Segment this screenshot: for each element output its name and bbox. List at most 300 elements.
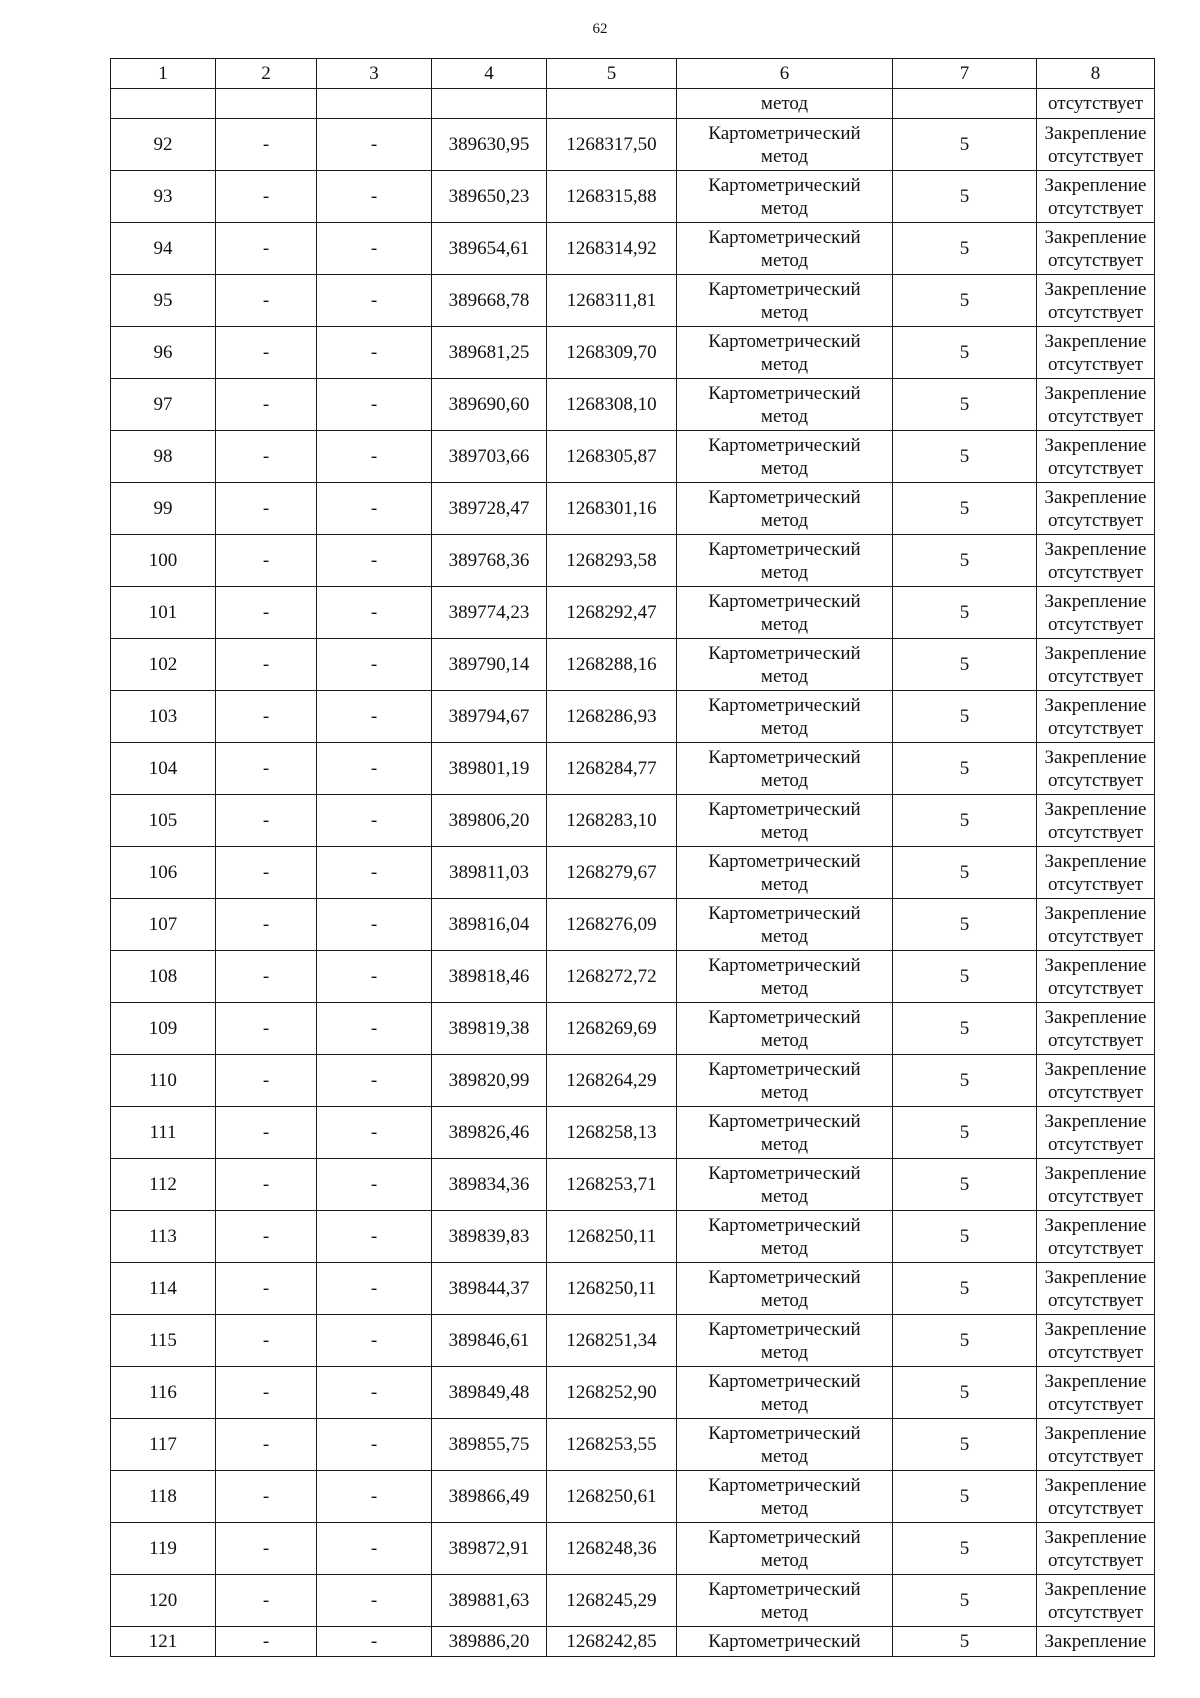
fixing-cell-line2: отсутствует <box>1047 1549 1144 1571</box>
col3-cell: - <box>317 691 432 743</box>
point-number: 107 <box>111 899 216 951</box>
col3-cell: - <box>317 847 432 899</box>
fixing-cell-line1: Закрепление <box>1044 330 1147 352</box>
fixing-cell-line2: отсутствует <box>1047 145 1144 167</box>
accuracy-cell: 5 <box>893 1263 1037 1315</box>
method-cell <box>677 1003 893 1055</box>
method-cell-line2: метод <box>760 457 809 479</box>
method-cell <box>677 1315 893 1367</box>
method-cell-line1: Картометрический <box>708 226 861 248</box>
point-number: 98 <box>111 431 216 483</box>
fixing-cell-line2: отсутствует <box>1047 613 1144 635</box>
y-coordinate: 1268315,88 <box>547 171 677 223</box>
x-coordinate: 389768,36 <box>432 535 547 587</box>
fixing-cell-line2: отсутствует <box>1047 1237 1144 1259</box>
fixing-cell <box>1037 1575 1155 1627</box>
table-row <box>111 795 1155 847</box>
table-row <box>111 275 1155 327</box>
col3-cell: - <box>317 1211 432 1263</box>
accuracy-cell: 5 <box>893 1003 1037 1055</box>
y-coordinate: 1268308,10 <box>547 379 677 431</box>
x-coordinate: 389846,61 <box>432 1315 547 1367</box>
accuracy-cell: 5 <box>893 483 1037 535</box>
method-cell <box>677 691 893 743</box>
method-cell-line2: метод <box>760 1601 809 1623</box>
method-cell-line1: Картометрический <box>708 1110 861 1132</box>
fixing-cell <box>1037 587 1155 639</box>
continuation-row <box>111 89 1155 119</box>
col3-cell: - <box>317 1523 432 1575</box>
col3-cell: - <box>317 1159 432 1211</box>
point-number: 119 <box>111 1523 216 1575</box>
table-row <box>111 691 1155 743</box>
col3-cell: - <box>317 743 432 795</box>
y-coordinate: 1268269,69 <box>547 1003 677 1055</box>
method-cell <box>677 483 893 535</box>
method-cell <box>677 1419 893 1471</box>
point-number: 116 <box>111 1367 216 1419</box>
col2-cell: - <box>216 1419 317 1471</box>
method-cell-line1: Картометрический <box>708 798 861 820</box>
table-row <box>111 1263 1155 1315</box>
fixing-cell <box>1037 535 1155 587</box>
method-cell-line2: метод <box>760 821 809 843</box>
accuracy-cell: 5 <box>893 1419 1037 1471</box>
point-number: 94 <box>111 223 216 275</box>
fixing-cell-line1: Закрепление <box>1044 122 1147 144</box>
point-number: 111 <box>111 1107 216 1159</box>
x-coordinate: 389844,37 <box>432 1263 547 1315</box>
fixing-cell <box>1037 743 1155 795</box>
col2-cell: - <box>216 1367 317 1419</box>
method-cell-line2: метод <box>760 925 809 947</box>
method-cell-line1: Картометрический <box>708 382 861 404</box>
col3-cell: - <box>317 1003 432 1055</box>
point-number: 110 <box>111 1055 216 1107</box>
method-cell-line1: Картометрический <box>708 1370 861 1392</box>
accuracy-cell: 5 <box>893 1523 1037 1575</box>
table-cell <box>547 89 677 119</box>
method-cell-line1: Картометрический <box>708 1578 861 1600</box>
method-cell <box>677 1107 893 1159</box>
col2-cell: - <box>216 795 317 847</box>
table-cell <box>216 89 317 119</box>
method-cell <box>677 223 893 275</box>
col2-cell: - <box>216 1107 317 1159</box>
method-cell-line1: Картометрический <box>708 954 861 976</box>
accuracy-cell: 5 <box>893 847 1037 899</box>
x-coordinate: 389630,95 <box>432 119 547 171</box>
table-row <box>111 1211 1155 1263</box>
x-coordinate: 389790,14 <box>432 639 547 691</box>
method-cell-line1: Картометрический <box>708 1162 861 1184</box>
fixing-cell-line1: Закрепление <box>1044 590 1147 612</box>
y-coordinate: 1268250,61 <box>547 1471 677 1523</box>
y-coordinate: 1268311,81 <box>547 275 677 327</box>
accuracy-cell: 5 <box>893 1211 1037 1263</box>
col3-cell: - <box>317 899 432 951</box>
x-coordinate: 389819,38 <box>432 1003 547 1055</box>
x-coordinate: 389728,47 <box>432 483 547 535</box>
method-cell-line1: Картометрический <box>708 642 861 664</box>
method-cell <box>677 951 893 1003</box>
col2-cell: - <box>216 1055 317 1107</box>
table-row <box>111 171 1155 223</box>
y-coordinate: 1268242,85 <box>547 1627 677 1657</box>
fixing-cell-line1: Закрепление <box>1044 694 1147 716</box>
table-row <box>111 743 1155 795</box>
fixing-cell <box>1037 483 1155 535</box>
method-cell-line1: Картометрический <box>708 174 861 196</box>
fixing-cell-line1: Закрепление <box>1044 642 1147 664</box>
accuracy-cell: 5 <box>893 223 1037 275</box>
fixing-cell-line1: Закрепление <box>1044 1578 1147 1600</box>
x-coordinate: 389794,67 <box>432 691 547 743</box>
x-coordinate: 389668,78 <box>432 275 547 327</box>
fixing-cell-line2: отсутствует <box>1047 197 1144 219</box>
table-row <box>111 1367 1155 1419</box>
point-number: 100 <box>111 535 216 587</box>
point-number: 95 <box>111 275 216 327</box>
method-cell <box>677 1575 893 1627</box>
accuracy-cell: 5 <box>893 275 1037 327</box>
point-number: 113 <box>111 1211 216 1263</box>
accuracy-cell: 5 <box>893 171 1037 223</box>
table-row <box>111 951 1155 1003</box>
col3-cell: - <box>317 1315 432 1367</box>
fixing-cell <box>1037 379 1155 431</box>
col2-cell: - <box>216 1575 317 1627</box>
method-cell-line2: метод <box>760 197 809 219</box>
table-row <box>111 431 1155 483</box>
table-row <box>111 1471 1155 1523</box>
y-coordinate: 1268264,29 <box>547 1055 677 1107</box>
method-cell-line2: метод <box>760 145 809 167</box>
method-cell-line2: метод <box>760 1133 809 1155</box>
method-cell-line2: метод <box>760 1341 809 1363</box>
table-row <box>111 899 1155 951</box>
method-cell-line2: метод <box>760 1185 809 1207</box>
col2-cell: - <box>216 119 317 171</box>
fixing-cell-line1: Закрепление <box>1044 1214 1147 1236</box>
col3-cell: - <box>317 1367 432 1419</box>
col3-cell: - <box>317 171 432 223</box>
y-coordinate: 1268301,16 <box>547 483 677 535</box>
table-row <box>111 379 1155 431</box>
fixing-cell-line2: отсутствует <box>1047 1445 1144 1467</box>
x-coordinate: 389820,99 <box>432 1055 547 1107</box>
method-cell-line2: метод <box>760 301 809 323</box>
method-cell <box>677 327 893 379</box>
method-cell-line2: метод <box>760 249 809 271</box>
table-row <box>111 119 1155 171</box>
col2-cell: - <box>216 1315 317 1367</box>
method-cell-line1: Картометрический <box>708 1318 861 1340</box>
fixing-cell-line1: Закрепление <box>1044 1422 1147 1444</box>
point-number: 109 <box>111 1003 216 1055</box>
fixing-cell-line2: отсутствует <box>1047 457 1144 479</box>
fixing-cell-line1: Закрепление <box>1044 1162 1147 1184</box>
col2-cell: - <box>216 1003 317 1055</box>
fixing-cell <box>1037 171 1155 223</box>
y-coordinate: 1268250,11 <box>547 1211 677 1263</box>
accuracy-cell: 5 <box>893 327 1037 379</box>
table-row <box>111 1523 1155 1575</box>
table-row <box>111 327 1155 379</box>
y-coordinate: 1268283,10 <box>547 795 677 847</box>
fixing-cell: отсутствует <box>1037 89 1155 119</box>
coordinates-table <box>110 58 1155 1657</box>
col2-cell: - <box>216 275 317 327</box>
fixing-cell-line1: Закрепление <box>1044 1266 1147 1288</box>
col3-cell: - <box>317 1055 432 1107</box>
fixing-cell-line2: отсутствует <box>1047 1497 1144 1519</box>
fixing-cell <box>1037 639 1155 691</box>
fixing-cell <box>1037 1419 1155 1471</box>
method-cell-line1: Картометрический <box>708 590 861 612</box>
method-cell-line1: Картометрический <box>708 486 861 508</box>
method-cell <box>677 639 893 691</box>
y-coordinate: 1268288,16 <box>547 639 677 691</box>
fixing-cell-line1: Закрепление <box>1044 1474 1147 1496</box>
fixing-cell-line1: Закрепление <box>1044 486 1147 508</box>
header-row <box>111 59 1155 89</box>
method-cell <box>677 587 893 639</box>
y-coordinate: 1268276,09 <box>547 899 677 951</box>
x-coordinate: 389801,19 <box>432 743 547 795</box>
method-cell-line2: метод <box>760 561 809 583</box>
col3-cell: - <box>317 1107 432 1159</box>
x-coordinate: 389849,48 <box>432 1367 547 1419</box>
fixing-cell <box>1037 795 1155 847</box>
fixing-cell-line1: Закрепление <box>1044 174 1147 196</box>
point-number: 99 <box>111 483 216 535</box>
x-coordinate: 389834,36 <box>432 1159 547 1211</box>
fixing-cell-line1: Закрепление <box>1044 902 1147 924</box>
y-coordinate: 1268309,70 <box>547 327 677 379</box>
fixing-cell-line2: отсутствует <box>1047 1081 1144 1103</box>
fixing-cell <box>1037 1003 1155 1055</box>
accuracy-cell: 5 <box>893 795 1037 847</box>
method-cell <box>677 379 893 431</box>
col2-cell: - <box>216 1523 317 1575</box>
y-coordinate: 1268253,71 <box>547 1159 677 1211</box>
fixing-cell <box>1037 223 1155 275</box>
accuracy-cell: 5 <box>893 1055 1037 1107</box>
col3-cell: - <box>317 1575 432 1627</box>
fixing-cell-line2: отсутствует <box>1047 561 1144 583</box>
table-cell <box>317 89 432 119</box>
table-row <box>111 483 1155 535</box>
fixing-cell-line1: Закрепление <box>1044 850 1147 872</box>
fixing-cell-line2: отсутствует <box>1047 665 1144 687</box>
col2-cell: - <box>216 327 317 379</box>
column-header: 4 <box>432 59 547 89</box>
fixing-cell <box>1037 1367 1155 1419</box>
accuracy-cell: 5 <box>893 639 1037 691</box>
method-cell-line2: метод <box>760 873 809 895</box>
fixing-cell-line1: Закрепление <box>1044 1370 1147 1392</box>
accuracy-cell: 5 <box>893 1471 1037 1523</box>
col2-cell: - <box>216 535 317 587</box>
method-cell <box>677 1523 893 1575</box>
col3-cell: - <box>317 1471 432 1523</box>
fixing-cell-line2: отсутствует <box>1047 873 1144 895</box>
fixing-cell <box>1037 1159 1155 1211</box>
method-cell-line2: метод <box>760 613 809 635</box>
fixing-cell <box>1037 899 1155 951</box>
point-number: 105 <box>111 795 216 847</box>
method-cell-line2: метод <box>760 1237 809 1259</box>
column-header: 5 <box>547 59 677 89</box>
method-cell-line1: Картометрический <box>708 1214 861 1236</box>
method-cell-line2: метод <box>760 1289 809 1311</box>
fixing-cell <box>1037 1107 1155 1159</box>
table-row <box>111 847 1155 899</box>
point-number: 117 <box>111 1419 216 1471</box>
x-coordinate: 389690,60 <box>432 379 547 431</box>
fixing-cell-line1: Закрепление <box>1044 278 1147 300</box>
method-cell <box>677 899 893 951</box>
column-header: 2 <box>216 59 317 89</box>
fixing-cell-line2: отсутствует <box>1047 1185 1144 1207</box>
col2-cell: - <box>216 951 317 1003</box>
table-row <box>111 1159 1155 1211</box>
col3-cell: - <box>317 1627 432 1657</box>
fixing-cell-line2: отсутствует <box>1047 925 1144 947</box>
method-cell <box>677 847 893 899</box>
x-coordinate: 389774,23 <box>432 587 547 639</box>
method-cell-line2: метод <box>760 1393 809 1415</box>
method-cell <box>677 1211 893 1263</box>
point-number: 108 <box>111 951 216 1003</box>
point-number: 102 <box>111 639 216 691</box>
y-coordinate: 1268284,77 <box>547 743 677 795</box>
fixing-cell-line2: отсутствует <box>1047 821 1144 843</box>
method-cell-line2: метод <box>760 1549 809 1571</box>
col3-cell: - <box>317 327 432 379</box>
column-header: 6 <box>677 59 893 89</box>
table-row <box>111 223 1155 275</box>
col2-cell: - <box>216 1471 317 1523</box>
fixing-cell-line2: отсутствует <box>1047 1029 1144 1051</box>
method-cell-line1: Картометрический <box>708 538 861 560</box>
col2-cell: - <box>216 743 317 795</box>
method-cell <box>677 795 893 847</box>
col2-cell: - <box>216 1211 317 1263</box>
method-cell-line2: метод <box>760 1029 809 1051</box>
method-cell-line1: Картометрический <box>708 1474 861 1496</box>
page-number: 62 <box>592 21 608 37</box>
method-cell <box>677 275 893 327</box>
col2-cell: - <box>216 483 317 535</box>
accuracy-cell: 5 <box>893 587 1037 639</box>
table-row <box>111 639 1155 691</box>
method-cell-line1: Картометрический <box>708 746 861 768</box>
point-number: 96 <box>111 327 216 379</box>
method-cell-line1: Картометрический <box>708 330 861 352</box>
fixing-cell-line2: отсутствует <box>1047 301 1144 323</box>
col2-cell: - <box>216 379 317 431</box>
method-cell-line2: метод <box>760 509 809 531</box>
y-coordinate: 1268279,67 <box>547 847 677 899</box>
point-number: 93 <box>111 171 216 223</box>
accuracy-cell: 5 <box>893 691 1037 743</box>
method-cell-line1: Картометрический <box>708 278 861 300</box>
col2-cell: - <box>216 587 317 639</box>
point-number: 115 <box>111 1315 216 1367</box>
fixing-cell-line2: отсутствует <box>1047 1341 1144 1363</box>
method-cell-line2: метод <box>760 1445 809 1467</box>
x-coordinate: 389806,20 <box>432 795 547 847</box>
column-header: 3 <box>317 59 432 89</box>
method-cell: метод <box>677 89 893 119</box>
accuracy-cell: 5 <box>893 1315 1037 1367</box>
fixing-cell-line2: отсутствует <box>1047 977 1144 999</box>
point-number: 121 <box>111 1627 216 1657</box>
method-cell-line2: метод <box>760 353 809 375</box>
table-row <box>111 587 1155 639</box>
fixing-cell <box>1037 431 1155 483</box>
accuracy-cell: 5 <box>893 1367 1037 1419</box>
method-cell-line1: Картометрический <box>708 1058 861 1080</box>
fixing-cell <box>1037 119 1155 171</box>
method-cell-line2: метод <box>760 405 809 427</box>
fixing-cell <box>1037 1055 1155 1107</box>
method-cell-line2: метод <box>760 1081 809 1103</box>
x-coordinate: 389654,61 <box>432 223 547 275</box>
y-coordinate: 1268293,58 <box>547 535 677 587</box>
fixing-cell: Закрепление <box>1037 1627 1155 1657</box>
method-cell-line1: Картометрический <box>708 694 861 716</box>
fixing-cell <box>1037 1211 1155 1263</box>
col2-cell: - <box>216 1263 317 1315</box>
col3-cell: - <box>317 535 432 587</box>
x-coordinate: 389872,91 <box>432 1523 547 1575</box>
table-row <box>111 535 1155 587</box>
method-cell <box>677 1055 893 1107</box>
accuracy-cell: 5 <box>893 1575 1037 1627</box>
method-cell-line1: Картометрический <box>708 1422 861 1444</box>
table-row <box>111 1055 1155 1107</box>
method-cell <box>677 1263 893 1315</box>
x-coordinate: 389681,25 <box>432 327 547 379</box>
point-number: 101 <box>111 587 216 639</box>
fixing-cell-line2: отсутствует <box>1047 717 1144 739</box>
col2-cell: - <box>216 1627 317 1657</box>
method-cell: Картометрический <box>677 1627 893 1657</box>
point-number: 120 <box>111 1575 216 1627</box>
col3-cell: - <box>317 1263 432 1315</box>
x-coordinate: 389816,04 <box>432 899 547 951</box>
table-row <box>111 1575 1155 1627</box>
col2-cell: - <box>216 847 317 899</box>
x-coordinate: 389703,66 <box>432 431 547 483</box>
col2-cell: - <box>216 223 317 275</box>
fixing-cell-line2: отсутствует <box>1047 1601 1144 1623</box>
y-coordinate: 1268305,87 <box>547 431 677 483</box>
y-coordinate: 1268248,36 <box>547 1523 677 1575</box>
col3-cell: - <box>317 379 432 431</box>
method-cell <box>677 119 893 171</box>
x-coordinate: 389839,83 <box>432 1211 547 1263</box>
method-cell <box>677 171 893 223</box>
y-coordinate: 1268317,50 <box>547 119 677 171</box>
x-coordinate: 389881,63 <box>432 1575 547 1627</box>
table-row <box>111 1419 1155 1471</box>
fixing-cell <box>1037 1523 1155 1575</box>
fixing-cell <box>1037 1263 1155 1315</box>
